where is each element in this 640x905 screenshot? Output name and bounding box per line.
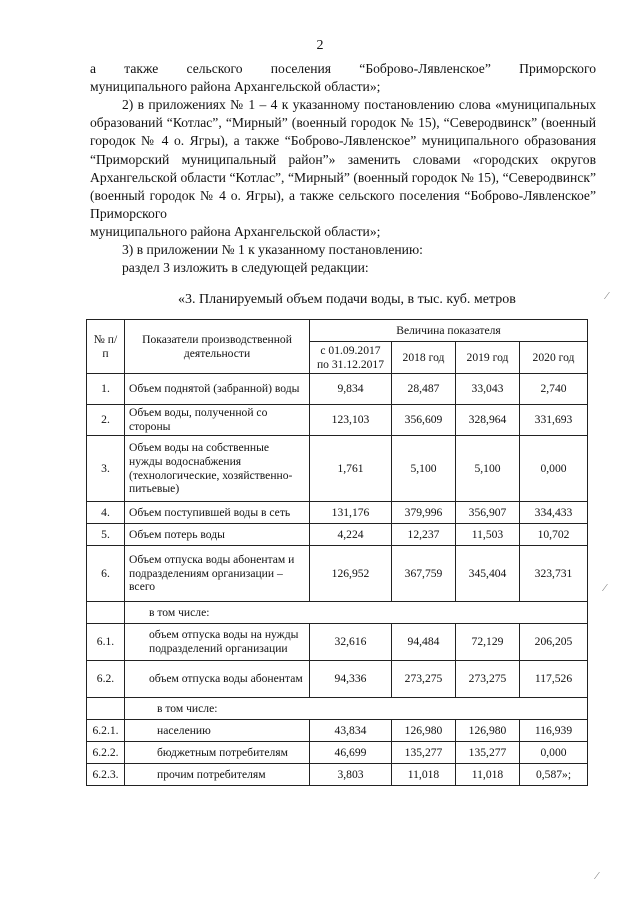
table-row bbox=[87, 502, 588, 524]
header-period1: с 01.09.2017 по 31.12.2017 bbox=[310, 342, 392, 374]
paragraph-2 bbox=[90, 96, 596, 223]
row-number-cell: 6.1. bbox=[87, 624, 125, 661]
water-supply-table bbox=[86, 319, 588, 786]
indicator-cell: Объем воды, полученной со стороны bbox=[125, 405, 310, 436]
header-num: № п/п bbox=[87, 320, 125, 374]
indicator-cell: объем отпуска воды абонентам bbox=[125, 661, 310, 698]
table-row bbox=[87, 624, 588, 661]
header-indicator: Показатели производственной деятельности bbox=[125, 320, 310, 374]
table-caption: «3. Планируемый объем подачи воды, в тыс. куб. метров bbox=[178, 292, 516, 307]
indicator-cell: Объем отпуска воды абонентам и подразделениям организации – всего bbox=[125, 546, 310, 602]
value-2018-cell: 356,609 bbox=[392, 405, 456, 436]
value-2019-cell: 345,404 bbox=[456, 546, 520, 602]
value-2018-cell: 135,277 bbox=[392, 742, 456, 764]
table-row bbox=[87, 661, 588, 698]
value-period1-cell: 32,616 bbox=[310, 624, 392, 661]
row-number-cell: 1. bbox=[87, 374, 125, 405]
value-period1-cell: 123,103 bbox=[310, 405, 392, 436]
value-2018-cell: 273,275 bbox=[392, 661, 456, 698]
value-2018-cell: 126,980 bbox=[392, 720, 456, 742]
value-2018-cell: 12,237 bbox=[392, 524, 456, 546]
value-2020-cell: 323,731 bbox=[520, 546, 588, 602]
header-2019: 2019 год bbox=[456, 342, 520, 374]
value-period1-cell: 3,803 bbox=[310, 764, 392, 786]
value-2020-cell: 10,702 bbox=[520, 524, 588, 546]
indicator-cell: Объем поднятой (забранной) воды bbox=[125, 374, 310, 405]
header-2018: 2018 год bbox=[392, 342, 456, 374]
row-number-cell: 3. bbox=[87, 436, 125, 502]
row-number-cell bbox=[87, 602, 125, 624]
value-2019-cell: 135,277 bbox=[456, 742, 520, 764]
subheading-cell: в том числе: bbox=[125, 698, 588, 720]
value-2019-cell: 273,275 bbox=[456, 661, 520, 698]
value-period1-cell: 43,834 bbox=[310, 720, 392, 742]
text-line-2: муниципального района Архангельской области»; bbox=[90, 79, 381, 94]
text-line-1: а также сельского поселения “Боброво-Лявленское” Приморского bbox=[90, 61, 596, 76]
value-2020-cell: 0,000 bbox=[520, 436, 588, 502]
scan-mark: ⁄ bbox=[596, 870, 598, 882]
value-2019-cell: 11,018 bbox=[456, 764, 520, 786]
value-2018-cell: 28,487 bbox=[392, 374, 456, 405]
value-2019-cell: 126,980 bbox=[456, 720, 520, 742]
table-row bbox=[87, 436, 588, 502]
page-number: 2 bbox=[316, 38, 324, 53]
value-period1-cell: 4,224 bbox=[310, 524, 392, 546]
value-2019-cell: 72,129 bbox=[456, 624, 520, 661]
value-2020-cell: 117,526 bbox=[520, 661, 588, 698]
table-row bbox=[87, 742, 588, 764]
value-2018-cell: 94,484 bbox=[392, 624, 456, 661]
header-2020: 2020 год bbox=[520, 342, 588, 374]
table-row bbox=[87, 405, 588, 436]
value-period1-cell: 131,176 bbox=[310, 502, 392, 524]
value-2019-cell: 33,043 bbox=[456, 374, 520, 405]
indicator-cell: прочим потребителям bbox=[125, 764, 310, 786]
scan-mark: ⁄ bbox=[606, 290, 608, 302]
paragraph-4: раздел 3 изложить в следующей редакции: bbox=[122, 260, 369, 275]
value-2019-cell: 356,907 bbox=[456, 502, 520, 524]
value-2018-cell: 11,018 bbox=[392, 764, 456, 786]
row-number-cell bbox=[87, 698, 125, 720]
value-2020-cell: 334,433 bbox=[520, 502, 588, 524]
paragraph-2-last-line: муниципального района Архангельской области»; bbox=[90, 224, 381, 239]
row-number-cell: 2. bbox=[87, 405, 125, 436]
value-2020-cell: 2,740 bbox=[520, 374, 588, 405]
indicator-cell: населению bbox=[125, 720, 310, 742]
table-row bbox=[87, 764, 588, 786]
indicator-cell: бюджетным потребителям bbox=[125, 742, 310, 764]
value-2020-cell: 0,587»; bbox=[520, 764, 588, 786]
row-number-cell: 5. bbox=[87, 524, 125, 546]
indicator-cell: Объем потерь воды bbox=[125, 524, 310, 546]
row-number-cell: 4. bbox=[87, 502, 125, 524]
value-2019-cell: 328,964 bbox=[456, 405, 520, 436]
value-2020-cell: 206,205 bbox=[520, 624, 588, 661]
table-row bbox=[87, 602, 588, 624]
row-number-cell: 6.2.3. bbox=[87, 764, 125, 786]
value-period1-cell: 46,699 bbox=[310, 742, 392, 764]
value-period1-cell: 94,336 bbox=[310, 661, 392, 698]
value-2018-cell: 5,100 bbox=[392, 436, 456, 502]
subheading-cell: в том числе: bbox=[125, 602, 588, 624]
row-number-cell: 6.2. bbox=[87, 661, 125, 698]
row-number-cell: 6. bbox=[87, 546, 125, 602]
table-row bbox=[87, 524, 588, 546]
value-period1-cell: 126,952 bbox=[310, 546, 392, 602]
indicator-cell: объем отпуска воды на нужды подразделений организации bbox=[125, 624, 310, 661]
table-row bbox=[87, 374, 588, 405]
indicator-cell: Объем поступившей воды в сеть bbox=[125, 502, 310, 524]
value-2020-cell: 0,000 bbox=[520, 742, 588, 764]
scan-mark: ⁄ bbox=[604, 582, 606, 594]
table-row bbox=[87, 698, 588, 720]
value-2018-cell: 379,996 bbox=[392, 502, 456, 524]
value-2019-cell: 5,100 bbox=[456, 436, 520, 502]
row-number-cell: 6.2.1. bbox=[87, 720, 125, 742]
paragraph-3: 3) в приложении № 1 к указанному постановлению: bbox=[122, 242, 423, 257]
indicator-cell: Объем воды на собственные нужды водоснабжения (технологические, хозяйственно-питьевые) bbox=[125, 436, 310, 502]
paragraph-2-body: 2) в приложениях № 1 – 4 к указанному постановлению слова «муниципальных образований “Котлас”, “Мирный” (военный городок № 15), “Северодвинск” (военный городок № 4 о. Ягры), а также “Боброво-Лявленское” муниципального образования “Приморский муниципальный район”» заменить словами «городских округов Архангельской области “Котлас”, “Мирный” (военный городок № 15), “Северодвинск” (военный городок № 4 о. Ягры), а также сельского поселения “Боброво-Лявленское” Приморского bbox=[90, 97, 596, 222]
value-period1-cell: 1,761 bbox=[310, 436, 392, 502]
table-row bbox=[87, 546, 588, 602]
value-2020-cell: 116,939 bbox=[520, 720, 588, 742]
header-value-group: Величина показателя bbox=[310, 320, 588, 342]
row-number-cell: 6.2.2. bbox=[87, 742, 125, 764]
value-2020-cell: 331,693 bbox=[520, 405, 588, 436]
value-period1-cell: 9,834 bbox=[310, 374, 392, 405]
value-2019-cell: 11,503 bbox=[456, 524, 520, 546]
table-row bbox=[87, 720, 588, 742]
value-2018-cell: 367,759 bbox=[392, 546, 456, 602]
